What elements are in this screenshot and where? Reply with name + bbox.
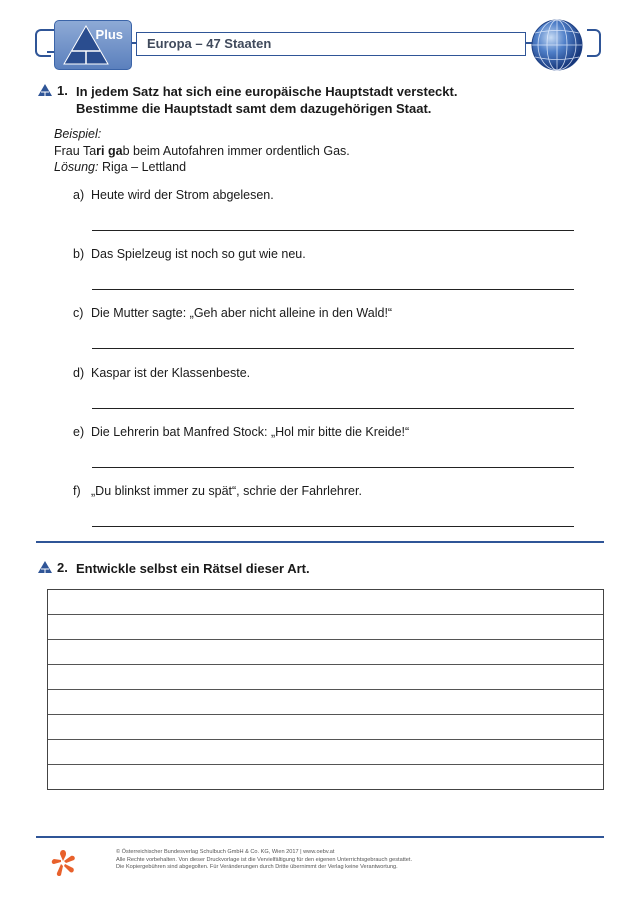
answer-line-e[interactable]: [92, 467, 574, 468]
question-a: a) Heute wird der Strom abgelesen.: [73, 188, 274, 202]
grid-row[interactable]: [48, 715, 603, 740]
grid-row[interactable]: [48, 615, 603, 640]
grid-row[interactable]: [48, 690, 603, 715]
example-sentence: Frau Tari gab beim Autofahren immer ordentlich Gas.: [54, 143, 350, 158]
example-block: [54, 126, 350, 176]
answer-grid[interactable]: [47, 589, 604, 790]
question-d: d) Kaspar ist der Klassenbeste.: [73, 366, 251, 380]
question-e: e) Die Lehrerin bat Manfred Stock: „Hol mir bitte die Kreide!“: [73, 425, 410, 439]
task-triangle-icon: [38, 84, 52, 96]
grid-row[interactable]: [48, 665, 603, 690]
grid-row[interactable]: [48, 590, 603, 615]
task-1-instruction: [76, 83, 457, 117]
header-bracket-right: [587, 29, 601, 57]
task-1-line-2: Bestimme die Hauptstadt samt dem dazugehörigen Staat.: [76, 101, 432, 116]
example-solution: Lösung: Riga – Lettland: [54, 160, 187, 174]
task-2-number: 2.: [57, 560, 68, 575]
header-title-box: [136, 32, 526, 56]
task-triangle-icon: [38, 561, 52, 573]
answer-line-c[interactable]: [92, 348, 574, 349]
footer-line-3: Die Kopiergebühren sind abgegolten. Für Veränderungen durch Dritte übernimmt der Verlag keine Verantwortung.: [116, 864, 398, 870]
answer-line-f[interactable]: [92, 526, 574, 527]
task-2-instruction: Entwickle selbst ein Rätsel dieser Art.: [76, 561, 310, 576]
footer-line-1: © Österreichischer Bundesverlag Schulbuch GmbH & Co. KG, Wien 2017 | www.oebv.at: [116, 849, 335, 855]
grid-row[interactable]: [48, 640, 603, 665]
task-1-line-1: In jedem Satz hat sich eine europäische Hauptstadt versteckt.: [76, 84, 458, 99]
footer-copyright: [116, 849, 476, 872]
task-1-number: 1.: [57, 83, 68, 98]
answer-line-a[interactable]: [92, 230, 574, 231]
footer-divider: [36, 836, 604, 838]
grid-row[interactable]: [48, 765, 603, 790]
page-title: Europa – 47 Staaten: [147, 36, 272, 51]
answer-line-d[interactable]: [92, 408, 574, 409]
grid-row[interactable]: [48, 740, 603, 765]
example-label: Beispiel:: [54, 127, 102, 141]
question-c: c) Die Mutter sagte: „Geh aber nicht alleine in den Wald!“: [73, 306, 393, 320]
question-f: f) „Du blinkst immer zu spät“, schrie der Fahrlehrer.: [73, 484, 362, 498]
globe-icon: [530, 18, 584, 72]
section-divider: [36, 541, 604, 543]
plus-label: Plus: [95, 27, 123, 42]
footer-line-2: Alle Rechte vorbehalten. Von dieser Druckvorlage ist die Vervielfältigung für den eigenen Unterrichtsgebrauch gestattet.: [116, 856, 413, 863]
answer-line-b[interactable]: [92, 289, 574, 290]
plus-badge: [54, 20, 132, 70]
publisher-logo-icon: [51, 848, 77, 878]
question-b: b) Das Spielzeug ist noch so gut wie neu.: [73, 247, 306, 261]
